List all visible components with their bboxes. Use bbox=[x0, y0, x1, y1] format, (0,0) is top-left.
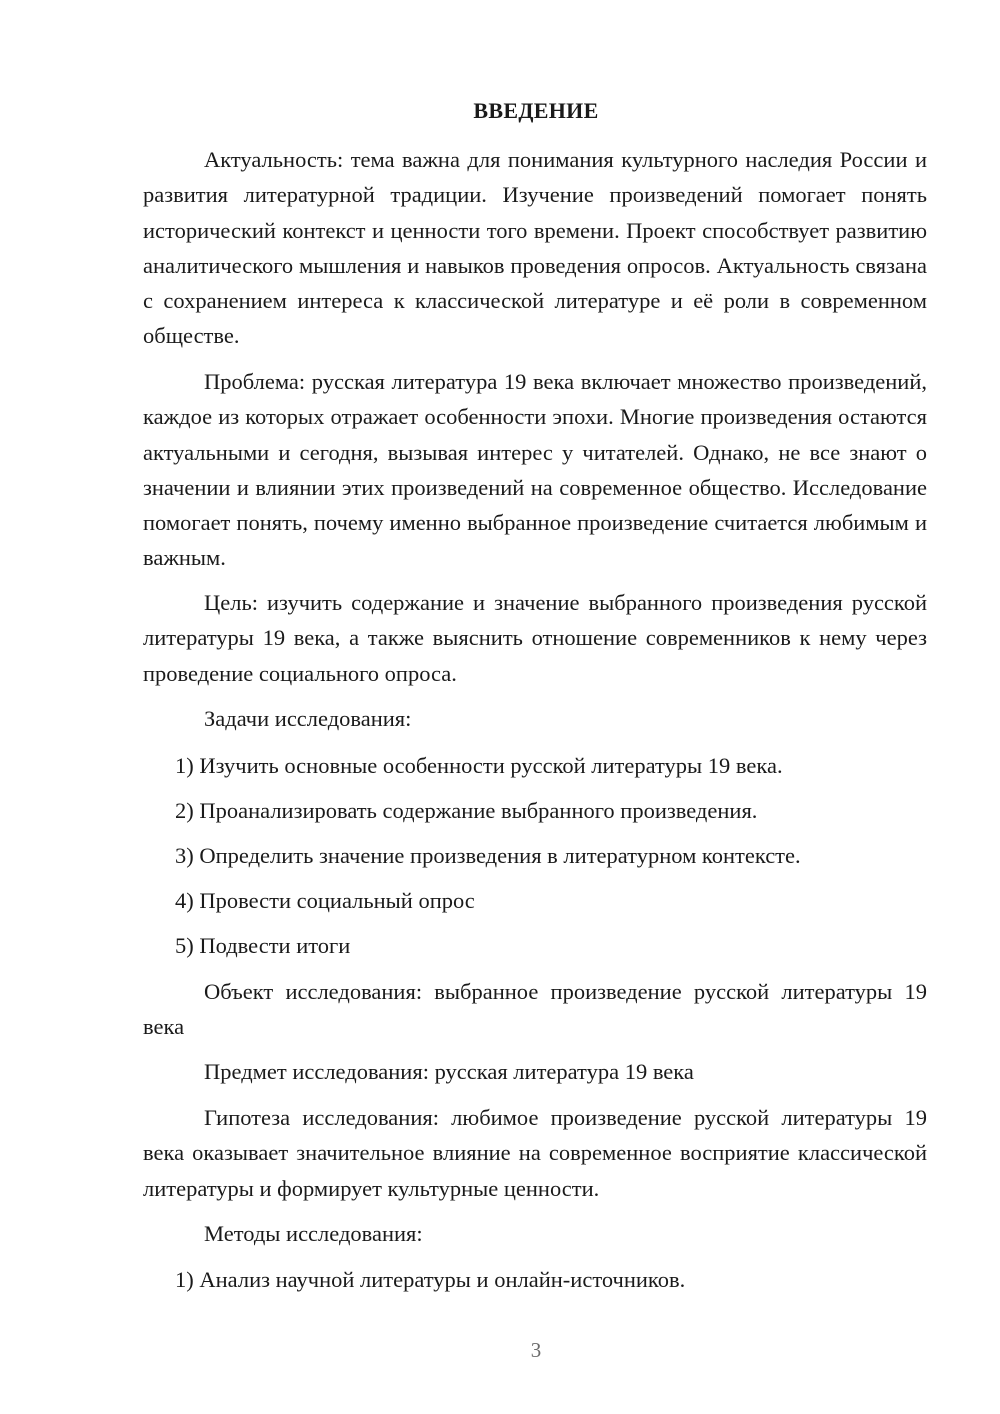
problem-paragraph: Проблема: русская литература 19 века включает множество произведений, каждое из которых отражает особенности эпохи. Многие произведения остаются актуальными и сегодня, вызывая интерес у читателей. Однако, не все знают о значении и влиянии этих произведений на современное общество. Исследование помогает понять, почему именно выбранное произведение считается любимым и важным. bbox=[143, 369, 927, 571]
relevance-paragraph: Актуальность: тема важна для понимания культурного наследия России и развития литературной традиции. Изучение произведений помогает понять исторический контекст и ценности того времени. Проект способствует развитию аналитического мышления и навыков проведения опросов. Актуальность связана с сохранением интереса к классической литературе и её роли в современном обществе. bbox=[143, 147, 927, 349]
method-item: 1) Анализ научной литературы и онлайн-источников. bbox=[175, 1267, 686, 1292]
task-item: 1) Изучить основные особенности русской литературы 19 века. bbox=[175, 753, 783, 778]
task-item: 3) Определить значение произведения в литературном контексте. bbox=[175, 843, 801, 868]
page-number: 3 bbox=[530, 1338, 542, 1362]
methods-heading: Методы исследования: bbox=[204, 1221, 423, 1246]
hypothesis-paragraph: Гипотеза исследования: любимое произведение русской литературы 19 века оказывает значительное влияние на современное восприятие классической литературы и формирует культурные ценности. bbox=[143, 1105, 927, 1201]
object-paragraph: Объект исследования: выбранное произведение русской литературы 19 века bbox=[143, 979, 927, 1040]
goal-paragraph: Цель: изучить содержание и значение выбранного произведения русской литературы 19 века, а также выяснить отношение современников к нему через проведение социального опроса. bbox=[143, 590, 927, 686]
tasks-heading: Задачи исследования: bbox=[204, 706, 412, 731]
subject-paragraph: Предмет исследования: русская литература 19 века bbox=[204, 1059, 694, 1084]
task-item: 2) Проанализировать содержание выбранного произведения. bbox=[175, 798, 758, 823]
task-item: 5) Подвести итоги bbox=[175, 933, 351, 958]
task-item: 4) Провести социальный опрос bbox=[175, 888, 475, 913]
page-title: ВВЕДЕНИЕ bbox=[473, 98, 599, 123]
